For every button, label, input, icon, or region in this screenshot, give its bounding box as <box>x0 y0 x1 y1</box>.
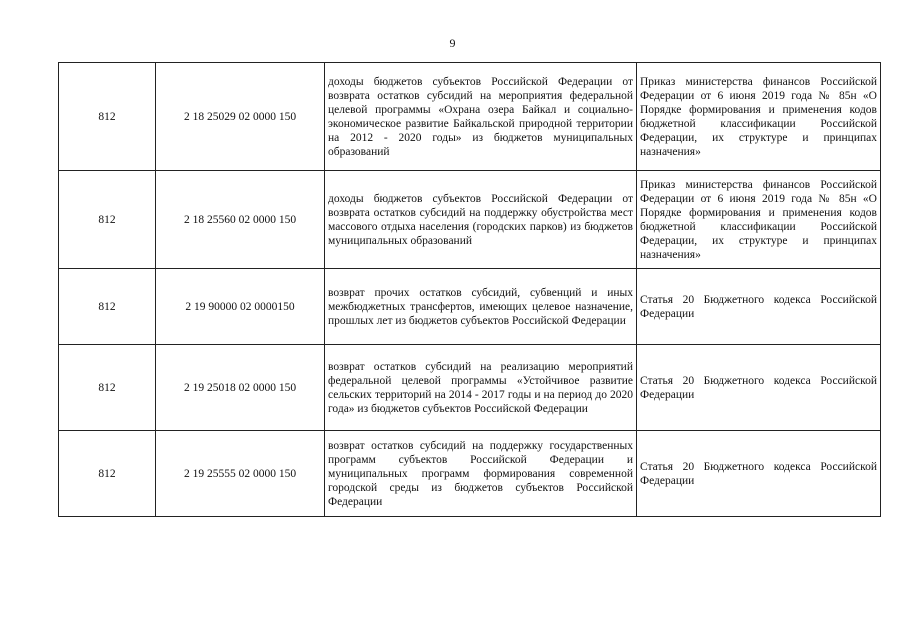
description-cell: доходы бюджетов субъектов Российской Федерации от возврата остатков субсидий на поддержку обустройства мест массового отдыха населения (городских парков) из бюджетов муниципальных образований <box>325 171 637 269</box>
admin-code-cell: 812 <box>59 269 156 345</box>
admin-code-cell: 812 <box>59 345 156 431</box>
legal-basis-cell: Статья 20 Бюджетного кодекса Российской Федерации <box>637 431 881 517</box>
legal-basis-cell: Статья 20 Бюджетного кодекса Российской Федерации <box>637 269 881 345</box>
description-cell: возврат прочих остатков субсидий, субвенций и иных межбюджетных трансфертов, имеющих целевое назначение, прошлых лет из бюджетов субъектов Российской Федерации <box>325 269 637 345</box>
description-cell: доходы бюджетов субъектов Российской Федерации от возврата остатков субсидий на мероприятия федеральной целевой программы «Охрана озера Байкал и социально-экономическое развитие Байкальской природной территории на 2012 - 2020 годы» из бюджетов муниципальных образований <box>325 63 637 171</box>
table-row <box>59 431 881 517</box>
description-cell: возврат остатков субсидий на поддержку государственных программ субъектов Российской Федерации и муниципальных программ формирования современной городской среды из бюджетов субъектов Российской Федерации <box>325 431 637 517</box>
budget-code-cell: 2 18 25560 02 0000 150 <box>156 171 325 269</box>
table-row <box>59 269 881 345</box>
budget-code-cell: 2 19 25555 02 0000 150 <box>156 431 325 517</box>
admin-code-cell: 812 <box>59 171 156 269</box>
budget-code-cell: 2 19 90000 02 0000150 <box>156 269 325 345</box>
legal-basis-cell: Приказ министерства финансов Российской Федерации от 6 июня 2019 года № 85н «О Порядке формирования и применения кодов бюджетной классификации Российской Федерации, их структуре и принципах назначения» <box>637 171 881 269</box>
admin-code-cell: 812 <box>59 63 156 171</box>
table-row <box>59 345 881 431</box>
admin-code-cell: 812 <box>59 431 156 517</box>
budget-code-cell: 2 19 25018 02 0000 150 <box>156 345 325 431</box>
budget-code-cell: 2 18 25029 02 0000 150 <box>156 63 325 171</box>
budget-classification-table <box>58 62 881 517</box>
table-row <box>59 171 881 269</box>
legal-basis-cell: Статья 20 Бюджетного кодекса Российской Федерации <box>637 345 881 431</box>
legal-basis-cell: Приказ министерства финансов Российской Федерации от 6 июня 2019 года № 85н «О Порядке формирования и применения кодов бюджетной классификации Российской Федерации, их структуре и принципах назначения» <box>637 63 881 171</box>
table-row <box>59 63 881 171</box>
description-cell: возврат остатков субсидий на реализацию мероприятий федеральной целевой программы «Устойчивое развитие сельских территорий на 2014 - 2017 годы и на период до 2020 года» из бюджетов субъектов Российской Федерации <box>325 345 637 431</box>
page-number: 9 <box>449 36 456 50</box>
